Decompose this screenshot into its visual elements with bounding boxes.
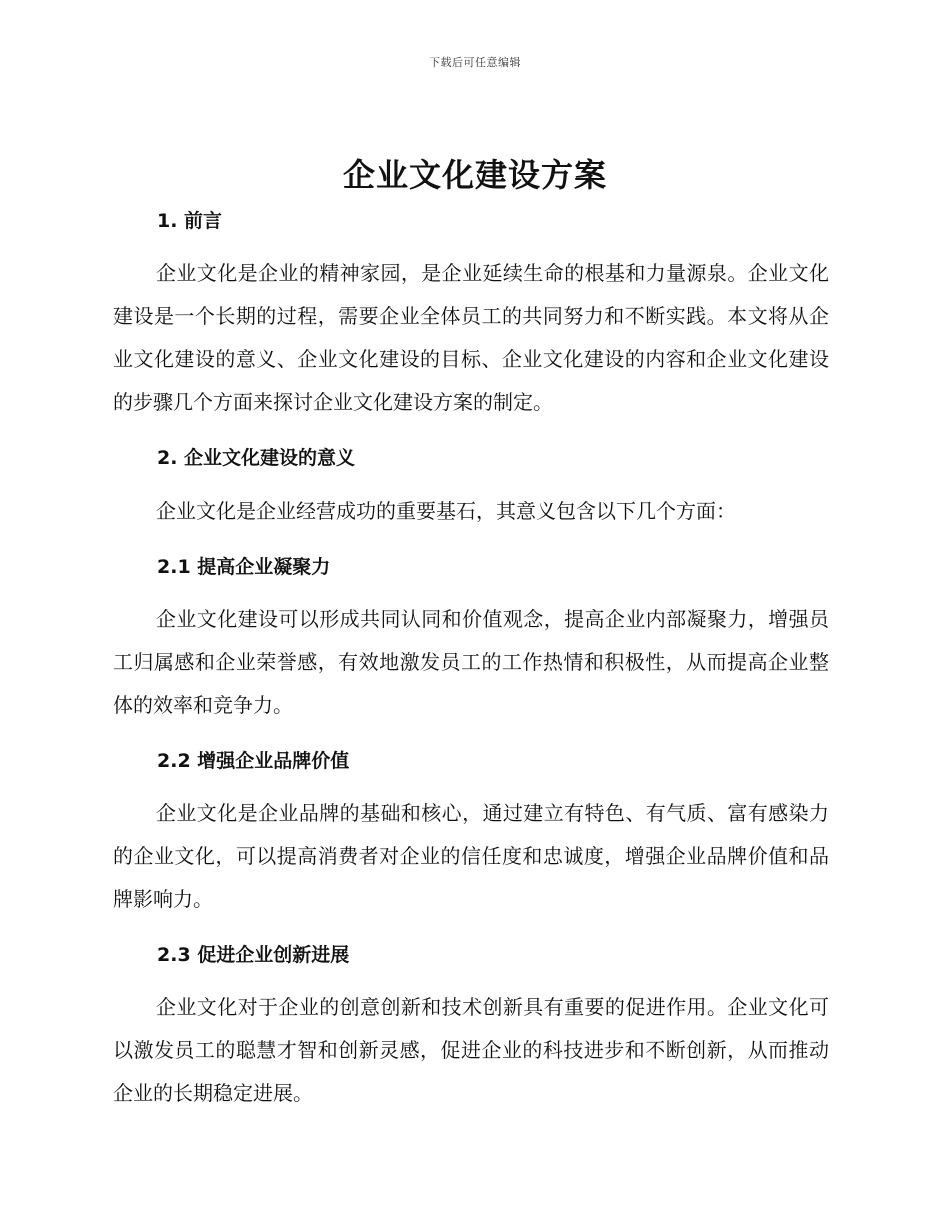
paragraph-preface: 企业文化是企业的精神家园，是企业延续生命的根基和力量源泉。企业文化建设是一个长期的过程，需要企业全体员工的共同努力和不断实践。本文将从企业文化建设的意义、企业文化建设的目标、企业文化建设的内容和企业文化建设的步骤几个方面来探讨企业文化建设方案的制定。 [113,261,829,414]
paragraph-cohesion: 企业文化建设可以形成共同认同和价值观念，提高企业内部凝聚力，增强员工归属感和企业荣誉感，有效地激发员工的工作热情和积极性，从而提高企业整体的效率和竞争力。 [113,607,829,717]
section-heading-significance: 2. 企业文化建设的意义 [157,447,356,469]
section-heading-brand-value: 2.2 增强企业品牌价值 [157,750,350,772]
paragraph-significance: 企业文化是企业经营成功的重要基石，其意义包含以下几个方面： [156,499,736,523]
document-title: 企业文化建设方案 [342,156,607,194]
page-header-note: 下载后可任意编辑 [429,56,521,69]
section-heading-cohesion: 2.1 提高企业凝聚力 [157,556,331,578]
section-heading-preface: 1. 前言 [157,210,223,232]
paragraph-innovation: 企业文化对于企业的创意创新和技术创新具有重要的促进作用。企业文化可以激发员工的聪慧才智和创新灵感，促进企业的科技进步和不断创新，从而推动企业的长期稳定进展。 [113,995,829,1105]
section-heading-innovation: 2.3 促进企业创新进展 [157,944,350,966]
paragraph-brand-value: 企业文化是企业品牌的基础和核心，通过建立有特色、有气质、富有感染力的企业文化，可以提高消费者对企业的信任度和忠诚度，增强企业品牌价值和品牌影响力。 [113,801,829,911]
